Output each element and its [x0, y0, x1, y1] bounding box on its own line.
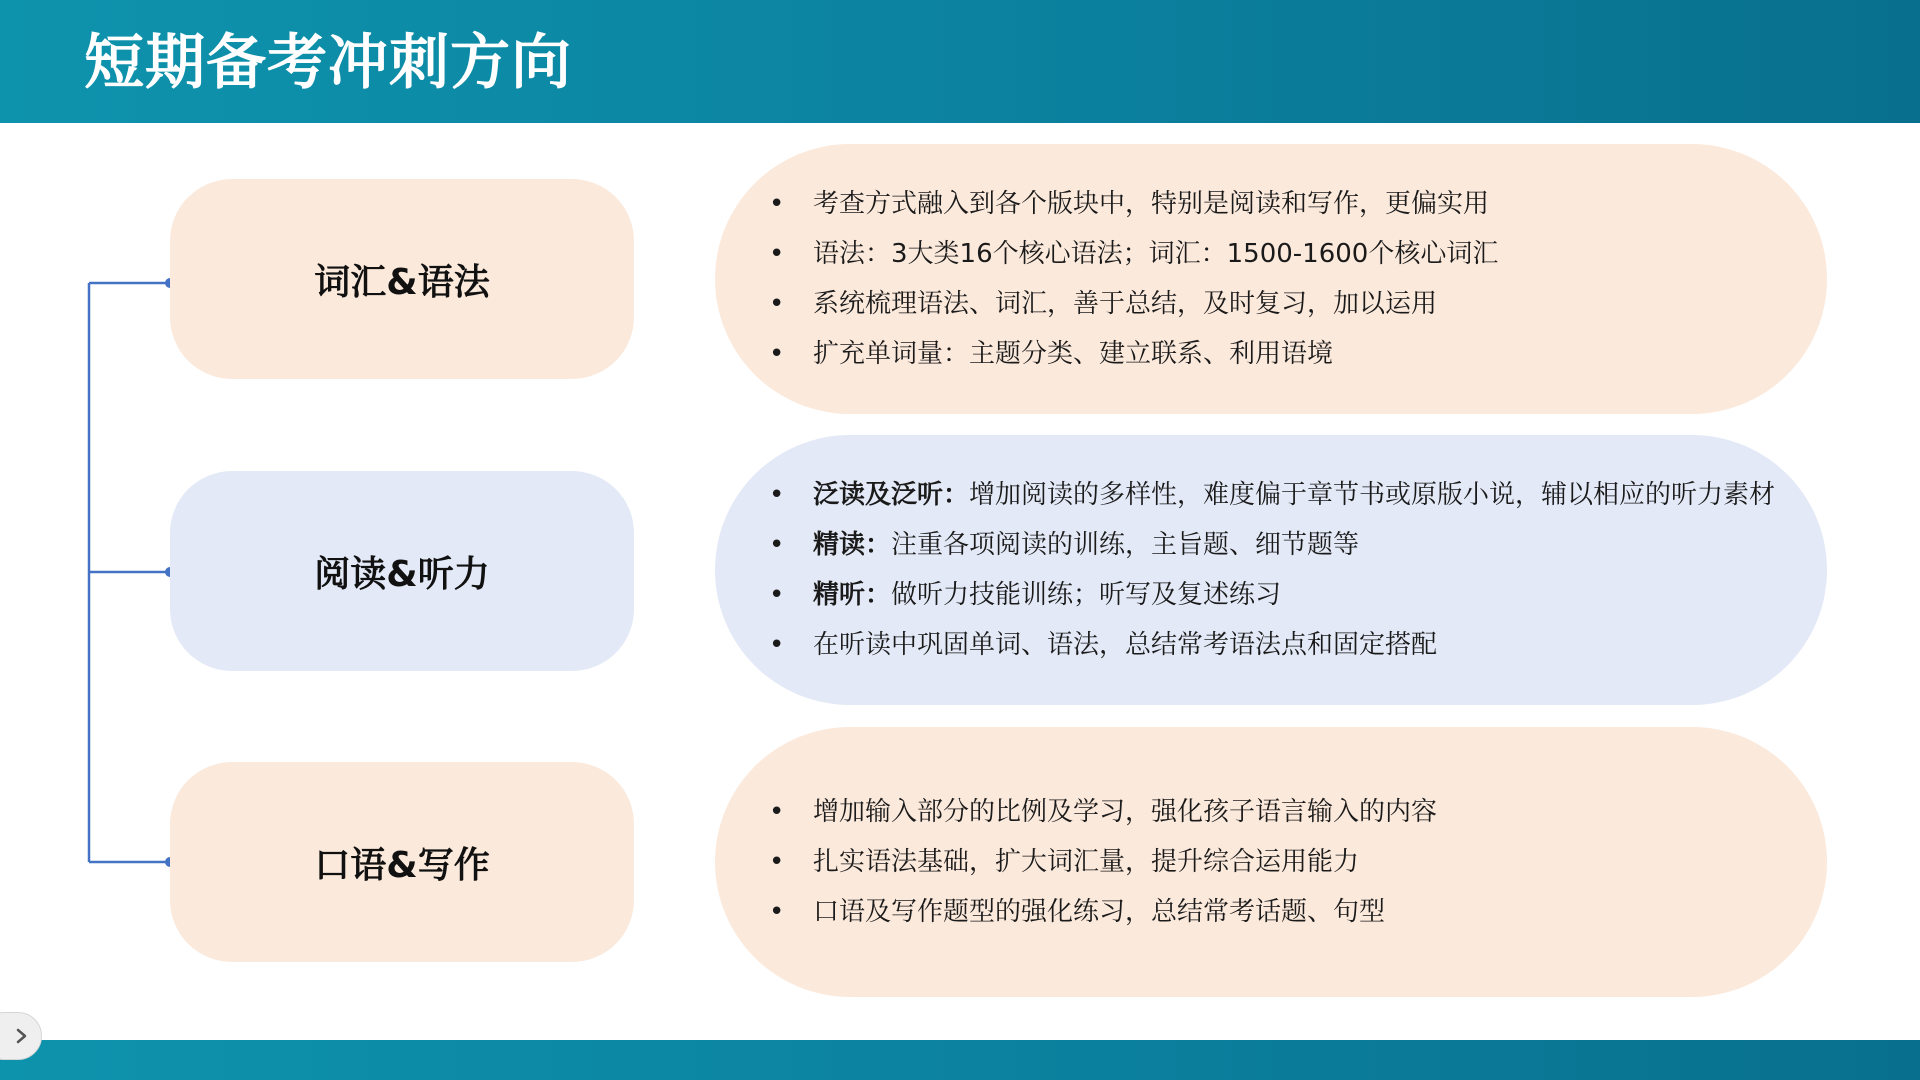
detail-panel-speaking-writing: [715, 727, 1827, 997]
category-box-reading-listening: [170, 471, 634, 671]
bullet-item: • 扎实语法基础，扩大词汇量，提升综合运用能力: [813, 837, 1777, 887]
bullet-item: • 考查方式融入到各个版块中，特别是阅读和写作，更偏实用: [813, 179, 1777, 229]
bullet-item: • 增加输入部分的比例及学习，强化孩子语言输入的内容: [813, 787, 1777, 837]
footer-bar: [0, 1040, 1920, 1080]
bullet-list: [813, 470, 1777, 670]
chevron-right-icon: [15, 1027, 29, 1045]
bullet-item: • 系统梳理语法、词汇，善于总结，及时复习，加以运用: [813, 279, 1777, 329]
category-label: 口语&写作: [314, 844, 490, 886]
bullet-list: [813, 179, 1777, 379]
category-label: 词汇&语法: [314, 261, 490, 303]
bullet-item: • 在听读中巩固单词、语法，总结常考语法点和固定搭配: [813, 620, 1777, 670]
category-label: 阅读&听力: [314, 553, 490, 595]
bullet-item: • 扩充单词量：主题分类、建立联系、利用语境: [813, 329, 1777, 379]
category-box-speaking-writing: [170, 762, 634, 962]
bullet-item: • 精读：注重各项阅读的训练，主旨题、细节题等: [813, 520, 1777, 570]
bracket-connector: [0, 0, 200, 900]
detail-panel-reading-listening: [715, 435, 1827, 705]
detail-panel-vocab-grammar: [715, 144, 1827, 414]
bullet-item: • 语法：3大类16个核心语法；词汇：1500-1600个核心词汇: [813, 229, 1777, 279]
bullet-item: • 泛读及泛听：增加阅读的多样性，难度偏于章节书或原版小说，辅以相应的听力素材: [813, 470, 1777, 520]
bullet-item: • 口语及写作题型的强化练习，总结常考话题、句型: [813, 887, 1777, 937]
bullet-list: [813, 787, 1777, 937]
bullet-item: • 精听：做听力技能训练；听写及复述练习: [813, 570, 1777, 620]
page-title: 短期备考冲刺方向: [84, 28, 572, 98]
category-box-vocab-grammar: [170, 179, 634, 379]
